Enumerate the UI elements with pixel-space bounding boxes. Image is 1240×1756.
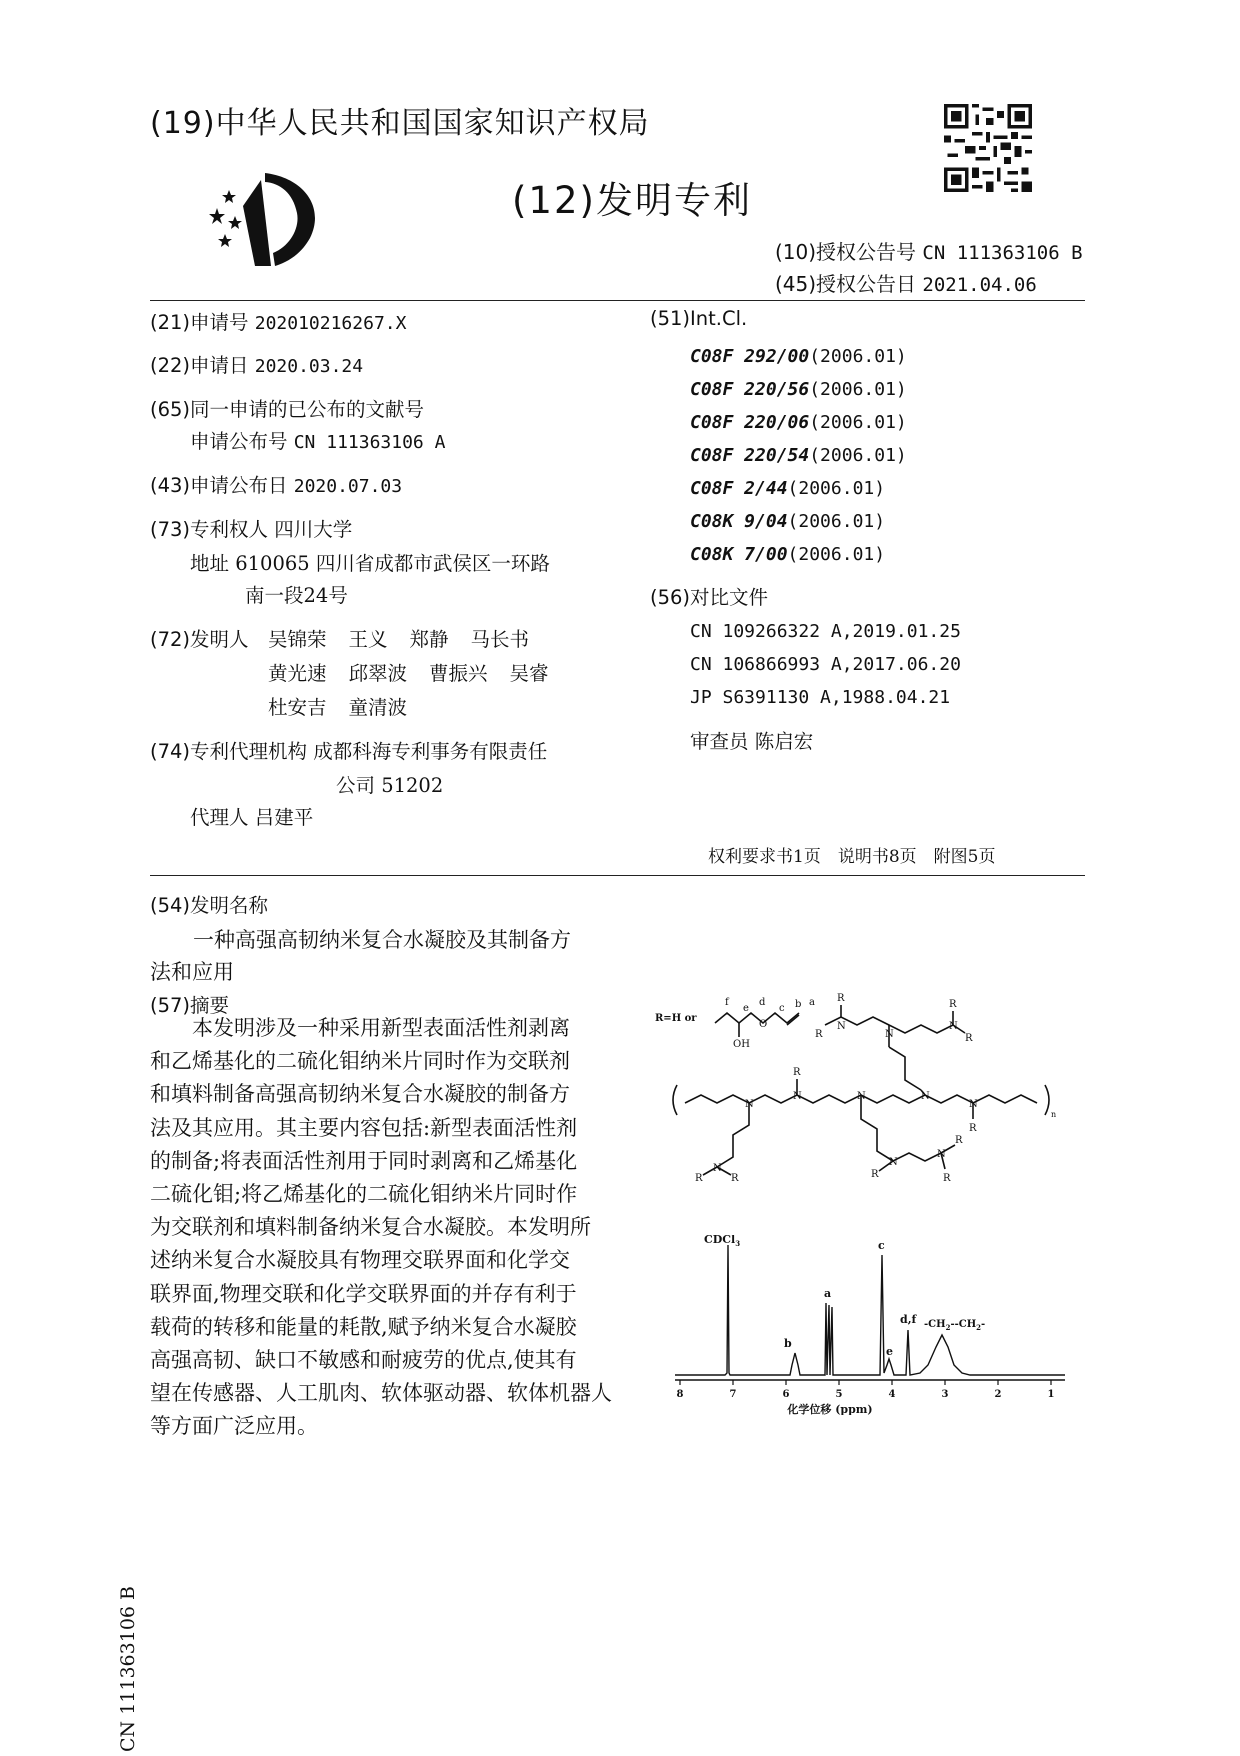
cited-document: JP S6391130 A,1988.04.21	[690, 687, 951, 708]
ipc-item: C08F 220/06(2006.01)	[690, 412, 907, 433]
inventors-line-2	[268, 658, 549, 686]
x-axis-label: 化学位移 (ppm)	[787, 1403, 873, 1415]
abstract-line: 为交联剂和填料制备纳米复合水凝胶。本发明所	[150, 1215, 591, 1240]
application-number: 202010216267.X	[254, 313, 407, 334]
abstract-line: 和乙烯基化的二硫化钼纳米片同时作为交联剂	[150, 1049, 570, 1074]
x-tick-label: 8	[676, 1389, 684, 1400]
cited-documents-list	[690, 615, 961, 714]
agent-label: 代理人	[190, 806, 249, 829]
authority-header: (19)中华人民共和国国家知识产权局	[150, 106, 650, 141]
application-date-label: (22)申请日	[150, 354, 249, 377]
application-date-row	[150, 350, 363, 378]
nitrogen-label: N	[889, 1157, 898, 1168]
nitrogen-label: N	[969, 1099, 978, 1110]
abstract-line: 本发明涉及一种采用新型表面活性剂剥离	[150, 1016, 570, 1040]
document-type: (12)发明专利	[512, 179, 752, 222]
r-label: R	[943, 1173, 951, 1184]
agency-row	[150, 736, 547, 764]
r-label: R	[965, 1033, 973, 1044]
peak-label-c: c	[878, 1239, 885, 1252]
address-label: 地址	[190, 552, 230, 575]
x-tick-label: 6	[782, 1389, 790, 1400]
nitrogen-label: N	[885, 1029, 894, 1040]
peak-label-cdcl3: CDCl$_3$	[704, 1235, 741, 1248]
atom-label-b: b	[795, 999, 802, 1010]
publication-date-row	[150, 470, 402, 498]
inventor: 吴锦荣	[268, 628, 327, 651]
patentee: 四川大学	[274, 518, 353, 541]
peak-label-df: d,f	[900, 1313, 917, 1326]
r-label: R	[695, 1173, 703, 1184]
agency-label: (74)专利代理机构	[150, 740, 308, 763]
nitrogen-label: N	[937, 1149, 946, 1160]
cnipa-logo-icon	[205, 168, 335, 268]
nitrogen-label: N	[857, 1091, 866, 1102]
grant-date-row	[775, 268, 1037, 297]
inventors-line-3	[268, 692, 407, 720]
ipc-item: C08F 292/00(2006.01)	[690, 346, 907, 367]
r-label: R	[837, 993, 845, 1004]
atom-label-d: d	[759, 997, 766, 1008]
abstract-line: 和填料制备高强高韧纳米复合水凝胶的制备方	[150, 1082, 570, 1107]
application-number-row	[150, 307, 406, 335]
inventor: 邱翠波	[348, 662, 408, 685]
inventor: 郑静	[409, 628, 449, 651]
abstract-line: 的制备;将表面活性剂用于同时剥离和乙烯基化	[150, 1148, 578, 1173]
inventors-line-1	[268, 624, 529, 652]
abstract-label: (57)摘要	[150, 994, 230, 1017]
publication-date-label: (43)申请公布日	[150, 474, 288, 497]
abstract-line: 望在传感器、人工肌肉、软体驱动器、软体机器人	[150, 1381, 612, 1406]
inventor: 童清波	[348, 696, 408, 719]
r-label: R	[955, 1135, 963, 1146]
grant-number-row	[775, 236, 1083, 265]
grant-number: CN 111363106 B	[922, 242, 1083, 264]
abstract-line: 等方面广泛应用。	[150, 1414, 318, 1439]
application-date: 2020.03.24	[254, 356, 364, 377]
inventors-row	[150, 624, 249, 652]
x-tick-label: 3	[941, 1389, 949, 1400]
inventor: 王义	[348, 628, 388, 651]
oxygen-label: O	[759, 1019, 768, 1030]
page-counts: 权利要求书1页 说明书8页 附图5页	[708, 847, 996, 867]
ipc-list	[690, 340, 907, 571]
x-tick-label: 5	[835, 1389, 843, 1400]
grant-date: 2021.04.06	[922, 274, 1037, 296]
side-publication-number	[118, 1556, 138, 1756]
grant-number-label: (10)授权公告号	[775, 240, 917, 264]
inventor: 杜安吉	[268, 696, 327, 719]
publication-number-label: 申请公布号	[190, 430, 288, 453]
title-label: (54)发明名称	[150, 894, 269, 917]
repeat-unit-n: n	[1051, 1110, 1057, 1119]
qr-code-icon	[944, 104, 1032, 192]
atom-label-a: a	[809, 997, 815, 1008]
atom-label-c: c	[779, 1003, 785, 1014]
r-label: R	[969, 1123, 977, 1134]
examiner-label: 审查员	[690, 730, 749, 753]
nitrogen-label: N	[921, 1091, 930, 1102]
address-line-2: 南一段24号	[245, 584, 348, 607]
ipc-item: C08K 7/00(2006.01)	[690, 544, 886, 565]
abstract-line: 述纳米复合水凝胶具有物理交联界面和化学交	[150, 1248, 570, 1273]
publication-number-row	[190, 426, 445, 454]
publication-number: CN 111363106 A	[293, 432, 446, 453]
nitrogen-label: N	[793, 1091, 802, 1102]
abstract-line: 二硫化钼;将乙烯基化的二硫化钼纳米片同时作	[150, 1182, 578, 1207]
abstract-line: 高强高韧、缺口不敏感和耐疲劳的优点,使其有	[150, 1348, 577, 1373]
ipc-item: C08F 2/44(2006.01)	[690, 478, 886, 499]
x-tick-label: 1	[1047, 1389, 1055, 1400]
chemical-structure-figure	[655, 985, 1085, 1220]
r-label: R	[949, 999, 957, 1010]
ipc-item: C08F 220/54(2006.01)	[690, 445, 907, 466]
agent-row	[190, 802, 313, 830]
int-cl-label: (51)Int.Cl.	[650, 307, 748, 330]
inventor: 马长书	[470, 628, 530, 651]
x-tick-label: 4	[888, 1389, 896, 1400]
x-tick-label: 7	[729, 1389, 737, 1400]
abstract-line: 联界面,物理交联和化学交联界面的并存有利于	[150, 1281, 577, 1306]
nitrogen-label: N	[837, 1021, 846, 1032]
inventor: 吴睿	[509, 662, 549, 685]
abstract-line: 法及其应用。其主要内容包括:新型表面活性剂	[150, 1115, 578, 1140]
inventor: 黄光速	[268, 662, 327, 685]
x-tick-label: 2	[994, 1389, 1002, 1400]
address-line-1: 610065 四川省成都市武侯区一环路	[235, 552, 550, 575]
cited-documents-label: (56)对比文件	[650, 586, 769, 609]
application-number-label: (21)申请号	[150, 311, 249, 334]
abstract-line: 载荷的转移和能量的耗散,赋予纳米复合水凝胶	[150, 1314, 577, 1339]
examiner-row	[690, 726, 813, 754]
atom-label-f: f	[725, 997, 729, 1008]
top-divider	[150, 300, 1085, 301]
hydroxyl-label: OH	[733, 1039, 750, 1050]
r-definition-label: R=H or	[655, 1013, 697, 1024]
invention-title-line-1: 一种高强高韧纳米复合水凝胶及其制备方	[193, 928, 571, 952]
nmr-spectrum-figure	[670, 1235, 1070, 1415]
inventors-label: (72)发明人	[150, 628, 249, 651]
peak-label-ch2: $-CH_2--CH_2-$	[924, 1319, 986, 1332]
cited-document: CN 109266322 A,2019.01.25	[690, 621, 961, 642]
patentee-row	[150, 514, 352, 542]
r-label: R	[871, 1169, 879, 1180]
agency-line-2: 公司 51202	[336, 774, 444, 797]
examiner: 陈启宏	[754, 730, 814, 753]
peak-label-b: b	[784, 1337, 792, 1350]
ipc-item: C08F 220/56(2006.01)	[690, 379, 907, 400]
abstract-text	[150, 1012, 612, 1444]
r-label: R	[815, 1029, 823, 1040]
patentee-label: (73)专利权人	[150, 518, 269, 541]
agency-line-1: 成都科海专利事务有限责任	[313, 740, 548, 763]
middle-divider	[150, 875, 1085, 876]
invention-title-line-2: 法和应用	[150, 960, 234, 984]
nitrogen-label: N	[949, 1021, 958, 1032]
side-publication-number-text: CN 111363106 B	[117, 1586, 139, 1752]
peak-label-a: a	[824, 1287, 832, 1300]
r-label: R	[731, 1173, 739, 1184]
prior-publication-label: (65)同一申请的已公布的文献号	[150, 398, 425, 421]
address-row	[190, 548, 550, 576]
publication-date: 2020.07.03	[293, 476, 403, 497]
grant-date-label: (45)授权公告日	[775, 272, 917, 296]
agent: 吕建平	[254, 806, 314, 829]
nitrogen-label: N	[713, 1163, 722, 1174]
nitrogen-label: N	[745, 1099, 754, 1110]
peak-label-e: e	[886, 1345, 893, 1358]
cited-document: CN 106866993 A,2017.06.20	[690, 654, 961, 675]
atom-label-e: e	[743, 1003, 749, 1014]
ipc-item: C08K 9/04(2006.01)	[690, 511, 886, 532]
inventor: 曹振兴	[429, 662, 488, 685]
r-label: R	[793, 1067, 801, 1078]
